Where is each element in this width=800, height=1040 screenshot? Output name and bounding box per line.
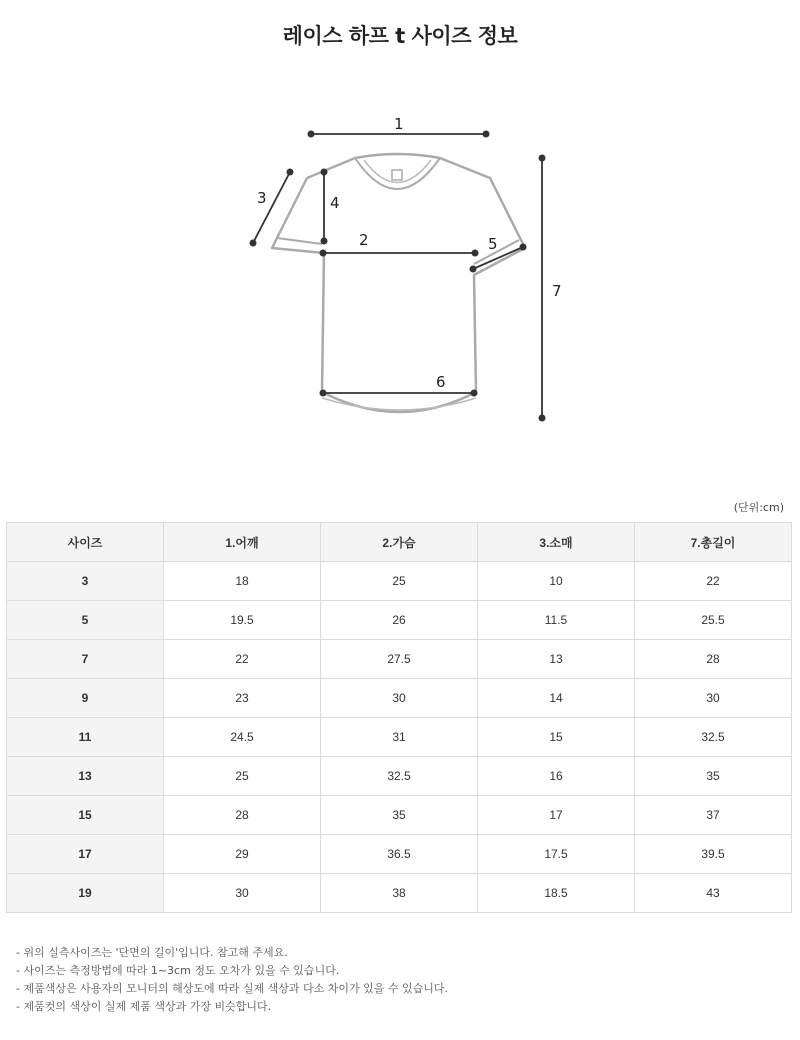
measurement-cell: 17.5 xyxy=(478,835,635,874)
measurement-cell: 30 xyxy=(164,874,321,913)
table-row xyxy=(7,757,792,796)
size-cell: 11 xyxy=(7,718,164,757)
table-row xyxy=(7,835,792,874)
note-item: - 제품색상은 사용자의 모니터의 해상도에 따라 실제 색상과 다소 차이가 있을 수 있습니다. xyxy=(16,980,448,998)
header-sleeve: 3.소매 xyxy=(478,523,635,562)
measurement-cell: 38 xyxy=(321,874,478,913)
label-6: 6 xyxy=(436,373,446,391)
table-header-row xyxy=(7,523,792,562)
table-row xyxy=(7,679,792,718)
unit-label: (단위:cm) xyxy=(733,501,784,514)
measurement-cell: 35 xyxy=(321,796,478,835)
table-row xyxy=(7,562,792,601)
label-5: 5 xyxy=(488,235,498,253)
measurement-cell: 16 xyxy=(478,757,635,796)
table-row xyxy=(7,601,792,640)
measurement-cell: 25 xyxy=(164,757,321,796)
collar-outline xyxy=(355,158,440,189)
measurement-cell: 36.5 xyxy=(321,835,478,874)
header-chest: 2.가슴 xyxy=(321,523,478,562)
measurement-cell: 28 xyxy=(164,796,321,835)
measurement-cell: 25 xyxy=(321,562,478,601)
size-cell: 17 xyxy=(7,835,164,874)
label-1: 1 xyxy=(394,115,404,133)
size-cell: 15 xyxy=(7,796,164,835)
note-item: - 사이즈는 측정방법에 따라 1~3cm 정도 오차가 있을 수 있습니다. xyxy=(16,962,448,980)
header-shoulder: 1.어깨 xyxy=(164,523,321,562)
measurement-cell: 30 xyxy=(635,679,792,718)
measurement-cell: 27.5 xyxy=(321,640,478,679)
page-title: 레이스 하프 t 사이즈 정보 xyxy=(282,24,518,48)
label-4: 4 xyxy=(330,194,340,212)
measurement-cell: 28 xyxy=(635,640,792,679)
header-total-length: 7.총길이 xyxy=(635,523,792,562)
header-size: 사이즈 xyxy=(7,523,164,562)
size-cell: 5 xyxy=(7,601,164,640)
note-item: - 제품컷의 색상이 실제 제품 색상과 가장 비슷합니다. xyxy=(16,998,448,1016)
measurement-cell: 23 xyxy=(164,679,321,718)
table-row xyxy=(7,874,792,913)
measurement-cell: 18 xyxy=(164,562,321,601)
notes-list xyxy=(16,944,448,1016)
measurement-cell: 24.5 xyxy=(164,718,321,757)
measurement-cell: 39.5 xyxy=(635,835,792,874)
measurement-cell: 26 xyxy=(321,601,478,640)
measurement-cell: 14 xyxy=(478,679,635,718)
size-cell: 3 xyxy=(7,562,164,601)
table-row xyxy=(7,640,792,679)
table-row xyxy=(7,718,792,757)
measurement-cell: 25.5 xyxy=(635,601,792,640)
measurement-cell: 19.5 xyxy=(164,601,321,640)
measurement-cell: 29 xyxy=(164,835,321,874)
measurement-cell: 32.5 xyxy=(635,718,792,757)
label-3: 3 xyxy=(257,189,267,207)
measurement-cell: 30 xyxy=(321,679,478,718)
label-2: 2 xyxy=(359,231,369,249)
table-row xyxy=(7,796,792,835)
note-item: - 위의 실측사이즈는 '단면의 길이'입니다. 참고해 주세요. xyxy=(16,944,448,962)
measurement-cell: 31 xyxy=(321,718,478,757)
size-cell: 13 xyxy=(7,757,164,796)
measurement-cell: 22 xyxy=(164,640,321,679)
measurement-cell: 10 xyxy=(478,562,635,601)
measurement-cell: 35 xyxy=(635,757,792,796)
measurement-cell: 17 xyxy=(478,796,635,835)
sleeve-line xyxy=(253,172,290,243)
size-cell: 7 xyxy=(7,640,164,679)
size-table xyxy=(6,522,792,913)
measurement-cell: 18.5 xyxy=(478,874,635,913)
measurement-cell: 11.5 xyxy=(478,601,635,640)
tshirt-measurement-diagram xyxy=(0,100,800,430)
size-cell: 9 xyxy=(7,679,164,718)
measurement-cell: 13 xyxy=(478,640,635,679)
neck-tag xyxy=(392,170,402,180)
measurement-cell: 22 xyxy=(635,562,792,601)
measurement-cell: 32.5 xyxy=(321,757,478,796)
tshirt-outline xyxy=(272,154,525,412)
size-cell: 19 xyxy=(7,874,164,913)
measurement-cell: 43 xyxy=(635,874,792,913)
measurement-cell: 15 xyxy=(478,718,635,757)
measurement-cell: 37 xyxy=(635,796,792,835)
label-7: 7 xyxy=(552,282,562,300)
